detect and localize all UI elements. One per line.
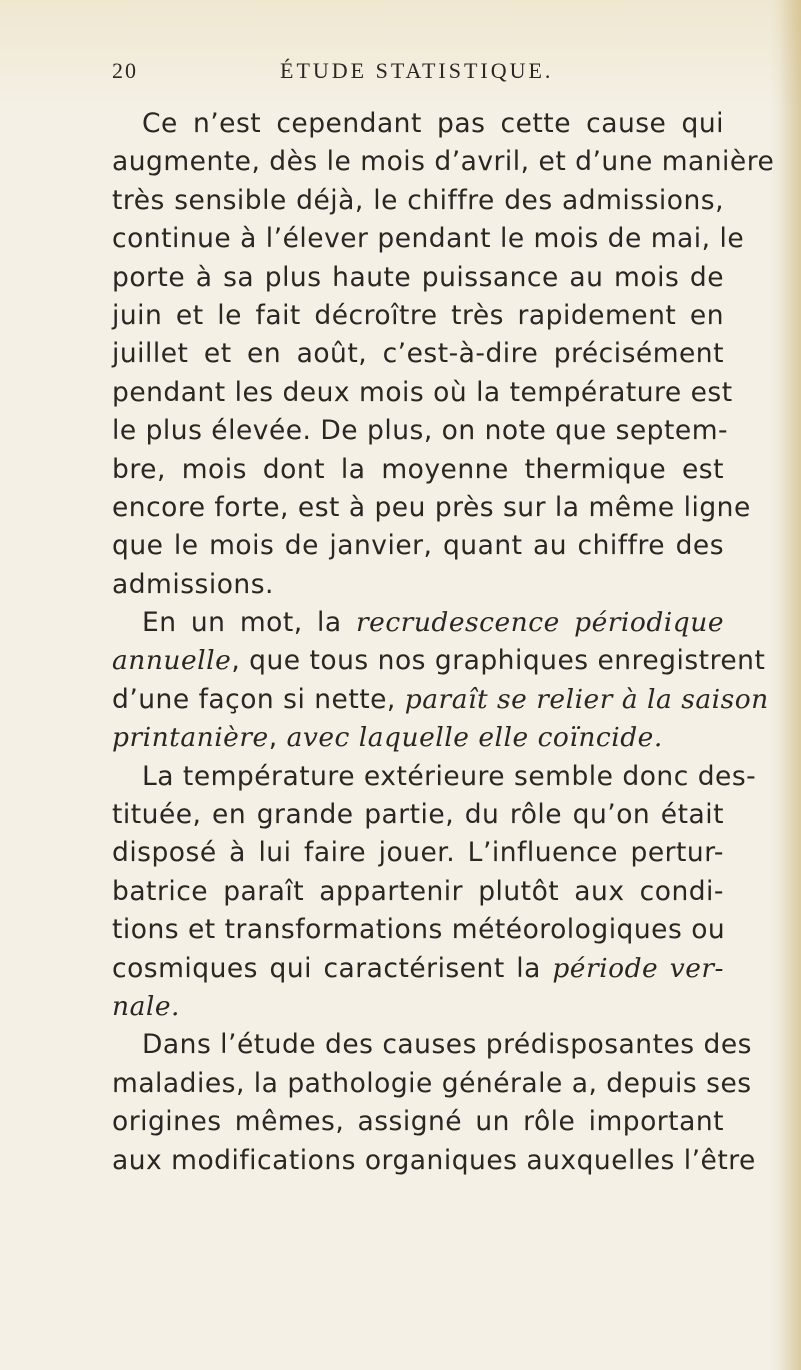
text-segment: En un mot, la	[142, 607, 356, 639]
page-edge-shadow	[779, 0, 801, 1370]
italic-text: période ver-	[552, 952, 725, 984]
text-segment: aux modifications organiques auxquelles l’être	[112, 1144, 756, 1176]
text-segment: origines mêmes, assigné un rôle important	[112, 1106, 724, 1138]
text-line	[112, 988, 724, 1026]
text-segment: Dans l’étude des causes prédisposantes des	[142, 1029, 752, 1061]
text-segment: juillet et en août, c’est-à-dire précisément	[112, 338, 724, 370]
text-line	[112, 335, 724, 373]
text-line	[112, 412, 729, 450]
text-line	[112, 105, 724, 143]
text-line	[112, 796, 724, 834]
text-segment: tituée, en grande partie, du rôle qu’on était	[112, 799, 724, 831]
text-line	[112, 374, 733, 412]
text-line	[112, 834, 724, 872]
text-line	[112, 220, 745, 258]
text-segment: continue à l’élever pendant le mois de mai, le	[112, 223, 745, 255]
text-line	[112, 259, 724, 297]
text-segment: admissions.	[112, 568, 274, 600]
text-segment: tions et transformations météorologiques ou	[112, 914, 726, 946]
text-line	[112, 950, 724, 988]
text-segment: augmente, dès le mois d’avril, et d’une manière	[112, 146, 775, 178]
text-line	[112, 297, 724, 335]
text-line	[112, 527, 724, 565]
text-segment: , que tous nos graphiques enregistrent	[231, 645, 766, 677]
text-line	[112, 566, 724, 604]
text-segment: ,	[268, 722, 287, 754]
text-segment: d’une façon si nette,	[112, 683, 405, 715]
text-line	[112, 758, 757, 796]
text-segment: disposé à lui faire jouer. L’influence pertur-	[112, 837, 724, 869]
text-segment: juin et le fait décroître très rapidement en	[112, 299, 724, 331]
text-segment: bre, mois dont la moyenne thermique est	[112, 453, 724, 485]
text-segment: Ce n’est cependant pas cette cause qui	[142, 108, 724, 139]
text-segment: maladies, la pathologie générale a, depuis ses	[112, 1067, 752, 1099]
text-line	[112, 489, 751, 527]
text-segment: La température extérieure semble donc des-	[142, 760, 757, 792]
italic-text: avec laquelle elle coïncide.	[286, 722, 663, 754]
text-segment: pendant les deux mois où la température est	[112, 376, 733, 408]
text-line	[112, 681, 769, 719]
text-segment: batrice paraît appartenir plutôt aux condi-	[112, 875, 724, 907]
italic-text: recrudescence périodique	[355, 607, 724, 639]
italic-text: printanière	[112, 722, 269, 754]
text-line	[112, 1026, 752, 1064]
text-segment: très sensible déjà, le chiffre des admissions,	[112, 184, 724, 216]
text-segment: le plus élevée. De plus, on note que septem-	[112, 415, 729, 447]
italic-text: paraît se relier à la saison	[404, 683, 769, 715]
text-line	[112, 182, 724, 220]
text-segment: encore forte, est à peu près sur la même ligne	[112, 491, 751, 523]
text-segment: que le mois de janvier, quant au chiffre des	[112, 530, 724, 562]
text-line	[112, 1065, 752, 1103]
body-text	[112, 105, 775, 1180]
text-line	[112, 604, 724, 642]
text-line	[112, 451, 724, 489]
italic-text: annuelle	[112, 645, 232, 677]
text-line	[112, 911, 724, 949]
text-line	[112, 143, 775, 181]
running-title: ÉTUDE STATISTIQUE.	[280, 58, 554, 83]
text-segment: porte à sa plus haute puissance au mois de	[112, 261, 724, 293]
text-segment: cosmiques qui caractérisent la	[112, 952, 553, 984]
text-line	[112, 719, 724, 757]
text-line	[112, 1103, 724, 1141]
text-line	[112, 873, 724, 911]
running-head	[112, 58, 712, 94]
italic-text: nale.	[112, 990, 180, 1022]
text-line	[112, 642, 766, 680]
page-number: 20	[112, 58, 138, 83]
text-line	[112, 1142, 756, 1180]
